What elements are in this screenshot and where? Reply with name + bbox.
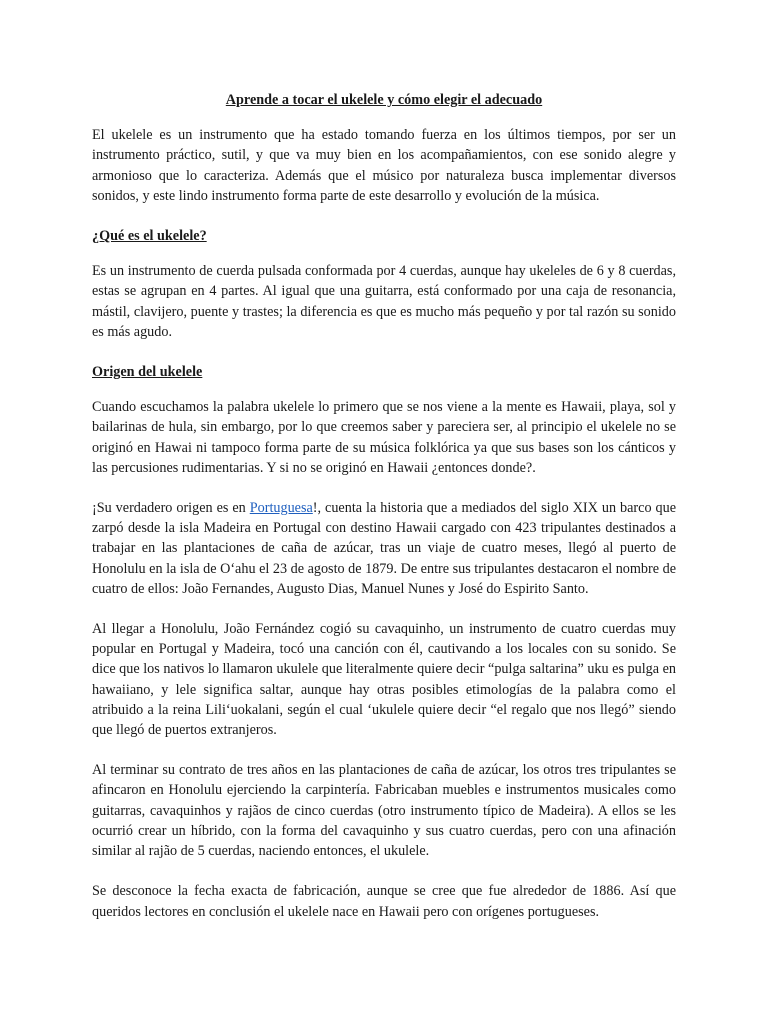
document-title: Aprende a tocar el ukelele y cómo elegir el adecuado — [225, 92, 543, 108]
origen-paragraph-2 — [92, 498, 676, 599]
origen-p2-before: ¡Su verdadero origen es en — [92, 500, 250, 517]
origen-p2-after: !, cuenta la historia que a mediados del siglo XIX un barco que zarpó desde la isla Madeira en Portugal con destino Hawaii cargado con 423 tripulantes destinados a trabajar en las plantaciones de caña de azúcar, tras un viaje de cuatro meses, llegó al puerto de Honolulu en la isla de O‘ahu el 23 de agosto de 1879. De entre sus tripulantes destacaron el nombre de cuatro de ellos: João Fernandes, Augusto Dias, Manuel Nunes y José do Espirito Santo. — [92, 500, 676, 597]
section-heading-origen: Origen del ukelele — [92, 364, 203, 381]
origen-paragraph-1: Cuando escuchamos la palabra ukelele lo primero que se nos viene a la mente es Hawaii, playa, sol y bailarinas de hula, sin embargo, por lo que creemos saber y pareciera ser, al principio el ukelele no se originó en Hawai ni tampoco forma parte de su música folklórica ya que sus bases son los cánticos y las percusiones rudimentarias. Y si no se originó en Hawaii ¿entonces donde?. — [92, 399, 676, 476]
section-heading-que-es: ¿Qué es el ukelele? — [92, 228, 207, 245]
intro-paragraph: El ukelele es un instrumento que ha estado tomando fuerza en los últimos tiempos, por ser un instrumento práctico, sutil, y que va muy bien en los acompañamientos, con ese sonido alegre y armonioso que lo caracteriza. Además que el músico por naturaleza busca implementar diversos sonidos, y este lindo instrumento forma parte de este desarrollo y evolución de la música. — [92, 127, 676, 204]
que-es-paragraph: Es un instrumento de cuerda pulsada conformada por 4 cuerdas, aunque hay ukeleles de 6 y 8 cuerdas, estas se agrupan en 4 partes. Al igual que una guitarra, está conformado por una caja de resonancia, mástil, clavijero, puente y trastes; la diferencia es que es mucho más pequeño y por tal razón su sonido es más agudo. — [92, 263, 676, 340]
portuguesa-link[interactable]: Portuguesa — [249, 500, 313, 517]
origen-paragraph-5: Se desconoce la fecha exacta de fabricación, aunque se cree que fue alrededor de 1886. Así que queridos lectores en conclusión el ukelele nace en Hawaii pero con orígenes portugueses. — [92, 883, 676, 920]
origen-paragraph-3: Al llegar a Honolulu, João Fernández cogió su cavaquinho, un instrumento de cuatro cuerdas muy popular en Portugal y Madeira, tocó una canción con él, cautivando a los locales con su sonido. Se dice que los nativos lo llamaron ukulele que literalmente quiere decir “pulga saltarina” uku es pulga en hawaiiano, y lele significa saltar, aunque hay otras posibles etimologías de la palabra como el atribuido a la reina Lili‘uokalani, según el cual ‘ukulele quiere decir “el regalo que nos llegó” siendo que llegó de puertos extranjeros. — [92, 621, 676, 739]
origen-paragraph-4: Al terminar su contrato de tres años en las plantaciones de caña de azúcar, los otros tres tripulantes se afincaron en Honolulu ejerciendo la carpintería. Fabricaban muebles e instrumentos musicales como guitarras, cavaquinhos y rajãos de cinco cuerdas (otro instrumento típico de Madeira). A ellos se les ocurrió crear un híbrido, con la forma del cavaquinho y sus cuatro cuerdas, pero con una afinación similar al rajão de 5 cuerdas, naciendo entonces, el ukulele. — [92, 762, 676, 860]
document-page — [92, 80, 676, 942]
